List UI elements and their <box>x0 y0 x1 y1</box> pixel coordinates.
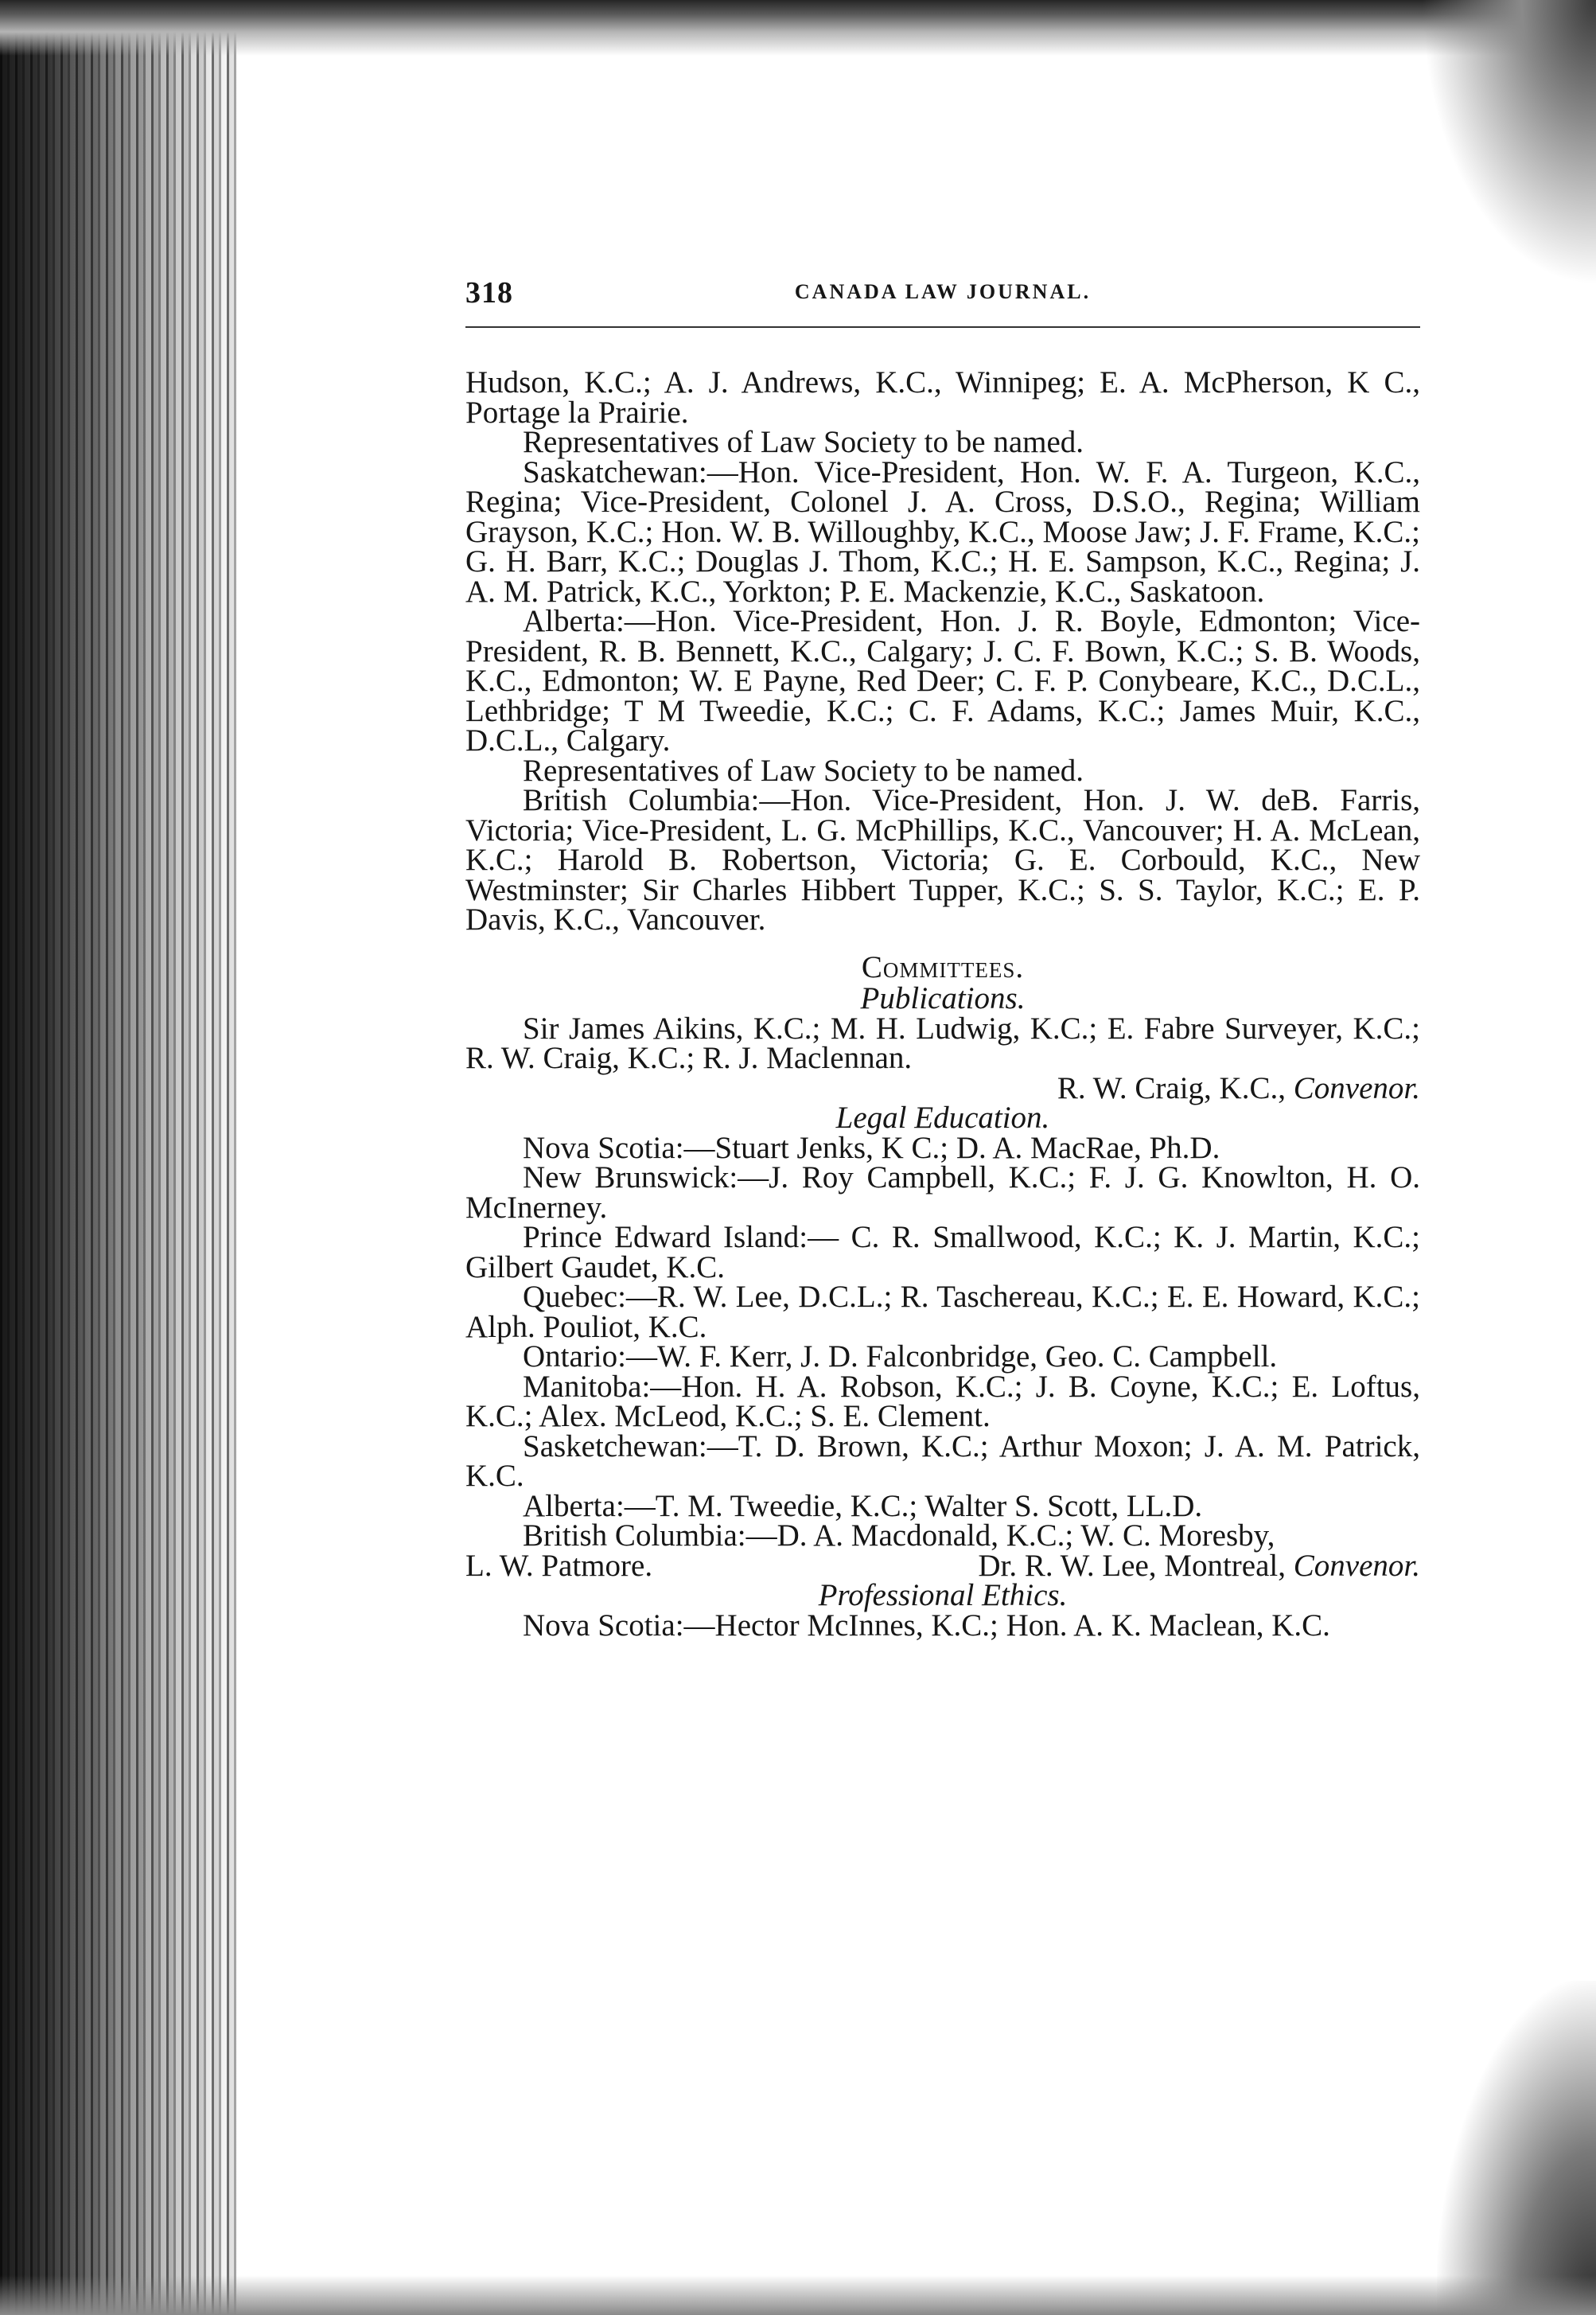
publications-heading: Publications. <box>860 981 1026 1015</box>
legal-education-convenor <box>978 1548 1420 1583</box>
scan-binding-shadow <box>0 0 239 2315</box>
paragraph-alberta: Alberta:—Hon. Vice-President, Hon. J. R. Boyle, Edmonton; Vice-President, R. B. Bennett, K.C., Calgary; J. C. F. Bown, K.C.; S. B. Woods, K.C., Edmonton; W. E Payne, Red Deer; C. F. P. Conybeare, K.C., D.C.L., Lethbridge; T M Tweedie, K.C.; C. F. Adams, K.C.; James Muir, K.C., D.C.L., Calgary. <box>465 604 1420 758</box>
convenor-name: Dr. R. W. Lee, Montreal, <box>978 1548 1294 1583</box>
legal-education-pei: Prince Edward Island:— C. R. Smallwood, K.C.; K. J. Martin, K.C.; Gilbert Gaudet, K.C. <box>465 1220 1420 1284</box>
scan-corner-shadow-bottom <box>1437 1981 1596 2315</box>
scan-corner-shadow-top <box>1421 0 1596 286</box>
legal-education-quebec: Quebec:—R. W. Lee, D.C.L.; R. Taschereau, K.C.; E. E. Howard, K.C.; Alph. Pouliot, K.C. <box>465 1280 1420 1344</box>
paragraph-manitoba-continued: Hudson, K.C.; A. J. Andrews, K.C., Winnipeg; E. A. McPherson, K C., Portage la Prairie. <box>465 365 1420 430</box>
convenor-label: Convenor. <box>1293 1548 1420 1583</box>
professional-ethics-heading: Professional Ethics. <box>818 1578 1068 1612</box>
legal-education-heading: Legal Education. <box>835 1101 1050 1135</box>
paragraph-saskatchewan: Saskatchewan:—Hon. Vice-President, Hon. W. F. A. Turgeon, K.C., Regina; Vice-President, Colonel J. A. Cross, D.S.O., Regina; William Grayson, K.C.; Hon. W. B. Willoughby, K.C., Moose Jaw; J. F. Frame, K.C.; G. H. Barr, K.C.; Douglas J. Thom, K.C.; H. E. Sampson, K.C., Regina; J. A. M. Patrick, K.C., Yorkton; P. E. Mackenzie, K.C., Saskatoon. <box>465 454 1420 609</box>
page-number: 318 <box>465 276 513 310</box>
bc-member: L. W. Patmore. <box>465 1548 653 1583</box>
convenor-name: R. W. Craig, K.C., <box>1057 1070 1294 1105</box>
legal-education-signoff <box>465 1548 1420 1583</box>
scan-bottom-shadow <box>0 2275 1596 2315</box>
paragraph-law-society-note-2: Representatives of Law Society to be named. <box>523 753 1084 788</box>
journal-title: CANADA LAW JOURNAL. <box>794 280 1092 303</box>
legal-education-british-columbia: British Columbia:—D. A. Macdonald, K.C.; W. C. Moresby, <box>523 1518 1275 1553</box>
publications-members: Sir James Aikins, K.C.; M. H. Ludwig, K.C.; E. Fabre Surveyer, K.C.; R. W. Craig, K.C.; R. J. Maclennan. <box>465 1011 1420 1075</box>
legal-education-saskatchewan: Sasketchewan:—T. D. Brown, K.C.; Arthur Moxon; J. A. M. Patrick, K.C. <box>465 1428 1420 1493</box>
paragraph-law-society-note: Representatives of Law Society to be named. <box>523 425 1084 459</box>
running-head <box>465 275 1420 315</box>
paragraph-british-columbia: British Columbia:—Hon. Vice-President, Hon. J. W. deB. Farris, Victoria; Vice-President, L. G. McPhillips, K.C., Vancouver; H. A. McLean, K.C.; Harold B. Robertson, Victoria; G. E. Corbould, K.C., New Westminster; Sir Charles Hibbert Tupper, K.C.; S. S. Taylor, K.C.; E. P. Davis, K.C., Vancouver. <box>465 783 1420 937</box>
scan-top-shadow <box>0 0 1596 56</box>
legal-education-alberta: Alberta:—T. M. Tweedie, K.C.; Walter S. Scott, LL.D. <box>523 1488 1203 1523</box>
legal-education-ontario: Ontario:—W. F. Kerr, J. D. Falconbridge, Geo. C. Campbell. <box>523 1339 1278 1374</box>
header-rule <box>465 326 1420 328</box>
legal-education-manitoba: Manitoba:—Hon. H. A. Robson, K.C.; J. B. Coyne, K.C.; E. Loftus, K.C.; Alex. McLeod, K.C.; S. E. Clement. <box>465 1369 1420 1433</box>
legal-education-new-brunswick: New Brunswick:—J. Roy Campbell, K.C.; F. J. G. Knowlton, H. O. McInerney. <box>465 1160 1420 1225</box>
publications-convenor <box>465 1070 1420 1105</box>
legal-education-nova-scotia: Nova Scotia:—Stuart Jenks, K C.; D. A. MacRae, Ph.D. <box>523 1130 1220 1165</box>
convenor-label: Convenor. <box>1293 1070 1420 1105</box>
committees-heading: Committees. <box>861 949 1025 984</box>
page-body <box>465 365 1420 1643</box>
professional-ethics-nova-scotia: Nova Scotia:—Hector McInnes, K.C.; Hon. A. K. Maclean, K.C. <box>523 1608 1330 1643</box>
